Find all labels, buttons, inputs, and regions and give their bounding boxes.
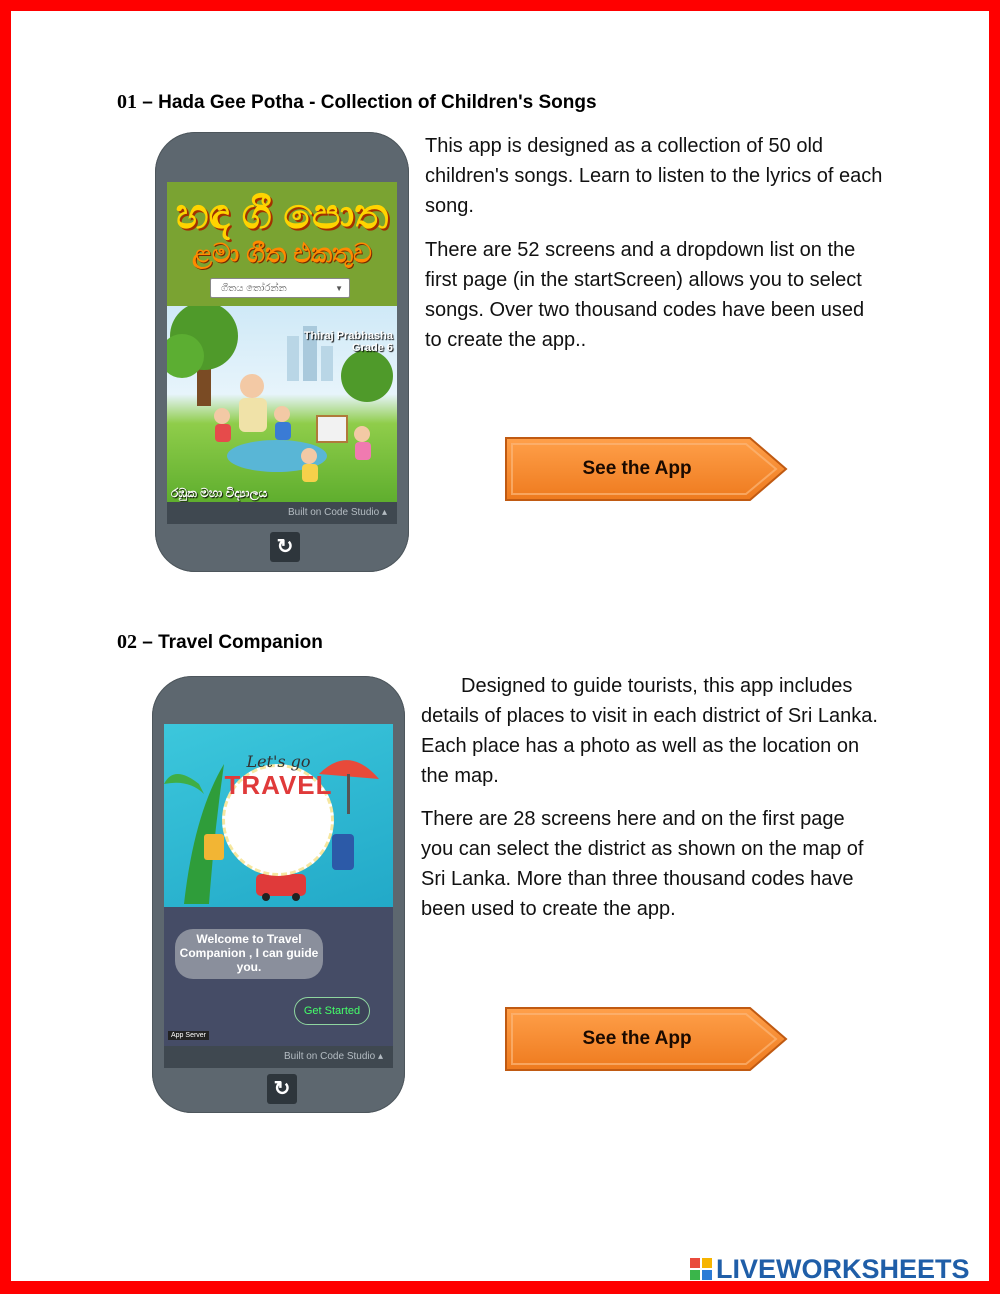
app2-title: Travel Companion <box>158 632 323 653</box>
lets-go-text: Let's go <box>246 752 311 771</box>
logo-blocks-icon <box>690 1258 712 1280</box>
app1-see-the-app-button[interactable] <box>504 436 788 502</box>
app1-details: There are 52 screens and a dropdown list on the first page (in the startScreen) allows you to select songs. Over two thousand codes have been used to create the app.. <box>425 239 865 351</box>
app2-welcome-panel <box>164 907 393 1047</box>
app1-heading <box>117 91 597 114</box>
code-studio-footer: Built on Code Studio ▴ <box>164 1046 393 1068</box>
app1-screen-subtitle: ළමා ගීත එකතුව <box>192 238 372 268</box>
song-dropdown-value: ගීතය තෝරන්න <box>221 283 287 294</box>
travel-text: TRAVEL <box>224 770 333 800</box>
get-started-button[interactable]: Get Started <box>294 997 370 1025</box>
school-name: රඹුක මහා විද්‍යාලය <box>171 486 268 500</box>
song-dropdown[interactable] <box>210 278 350 298</box>
app-server-label: App Server <box>168 1031 209 1040</box>
app2-details: There are 28 screens here and on the first page you can select the district as shown on the map of Sri Lanka. More than three thousand codes have been used to create the app. <box>421 808 864 920</box>
app1-phone-mockup <box>155 132 409 572</box>
author-name: Thiraj Prabhasha <box>303 330 393 342</box>
app2-see-the-app-button[interactable] <box>504 1006 788 1072</box>
app1-author <box>304 330 393 354</box>
app2-screen <box>164 724 393 1047</box>
reload-icon[interactable]: ↻ <box>270 532 300 562</box>
app2-button-label: See the App <box>582 1028 692 1049</box>
app1-screen <box>167 182 397 502</box>
code-studio-footer: Built on Code Studio ▴ <box>167 502 397 524</box>
app2-description: Designed to guide tourists, this app includes details of places to visit in each district of Sri Lanka. Each place has a photo as well as the location on the map. <box>421 675 878 787</box>
logo-text: LIVEWORKSHEETS <box>716 1254 970 1284</box>
welcome-message: Welcome to Travel Companion , I can guide you. <box>175 929 323 979</box>
author-grade: Grade 6 <box>352 342 393 354</box>
travel-banner <box>164 724 393 907</box>
app2-dash: – <box>137 632 159 653</box>
reload-icon[interactable]: ↻ <box>267 1074 297 1104</box>
app2-phone-mockup <box>152 676 405 1113</box>
chevron-down-icon: ▼ <box>335 284 343 293</box>
app1-button-label: See the App <box>582 458 692 479</box>
app2-heading <box>117 631 323 654</box>
app1-screen-title: හඳ ගී පොත <box>175 190 389 237</box>
app1-title: Hada Gee Potha - Collection of Children's Songs <box>158 92 597 113</box>
app1-number: 01 <box>117 91 137 113</box>
app2-number: 02 <box>117 631 137 653</box>
app1-dash: – <box>137 92 159 113</box>
app1-description: This app is designed as a collection of 50 old children's songs. Learn to listen to the lyrics of each song. <box>425 135 883 217</box>
